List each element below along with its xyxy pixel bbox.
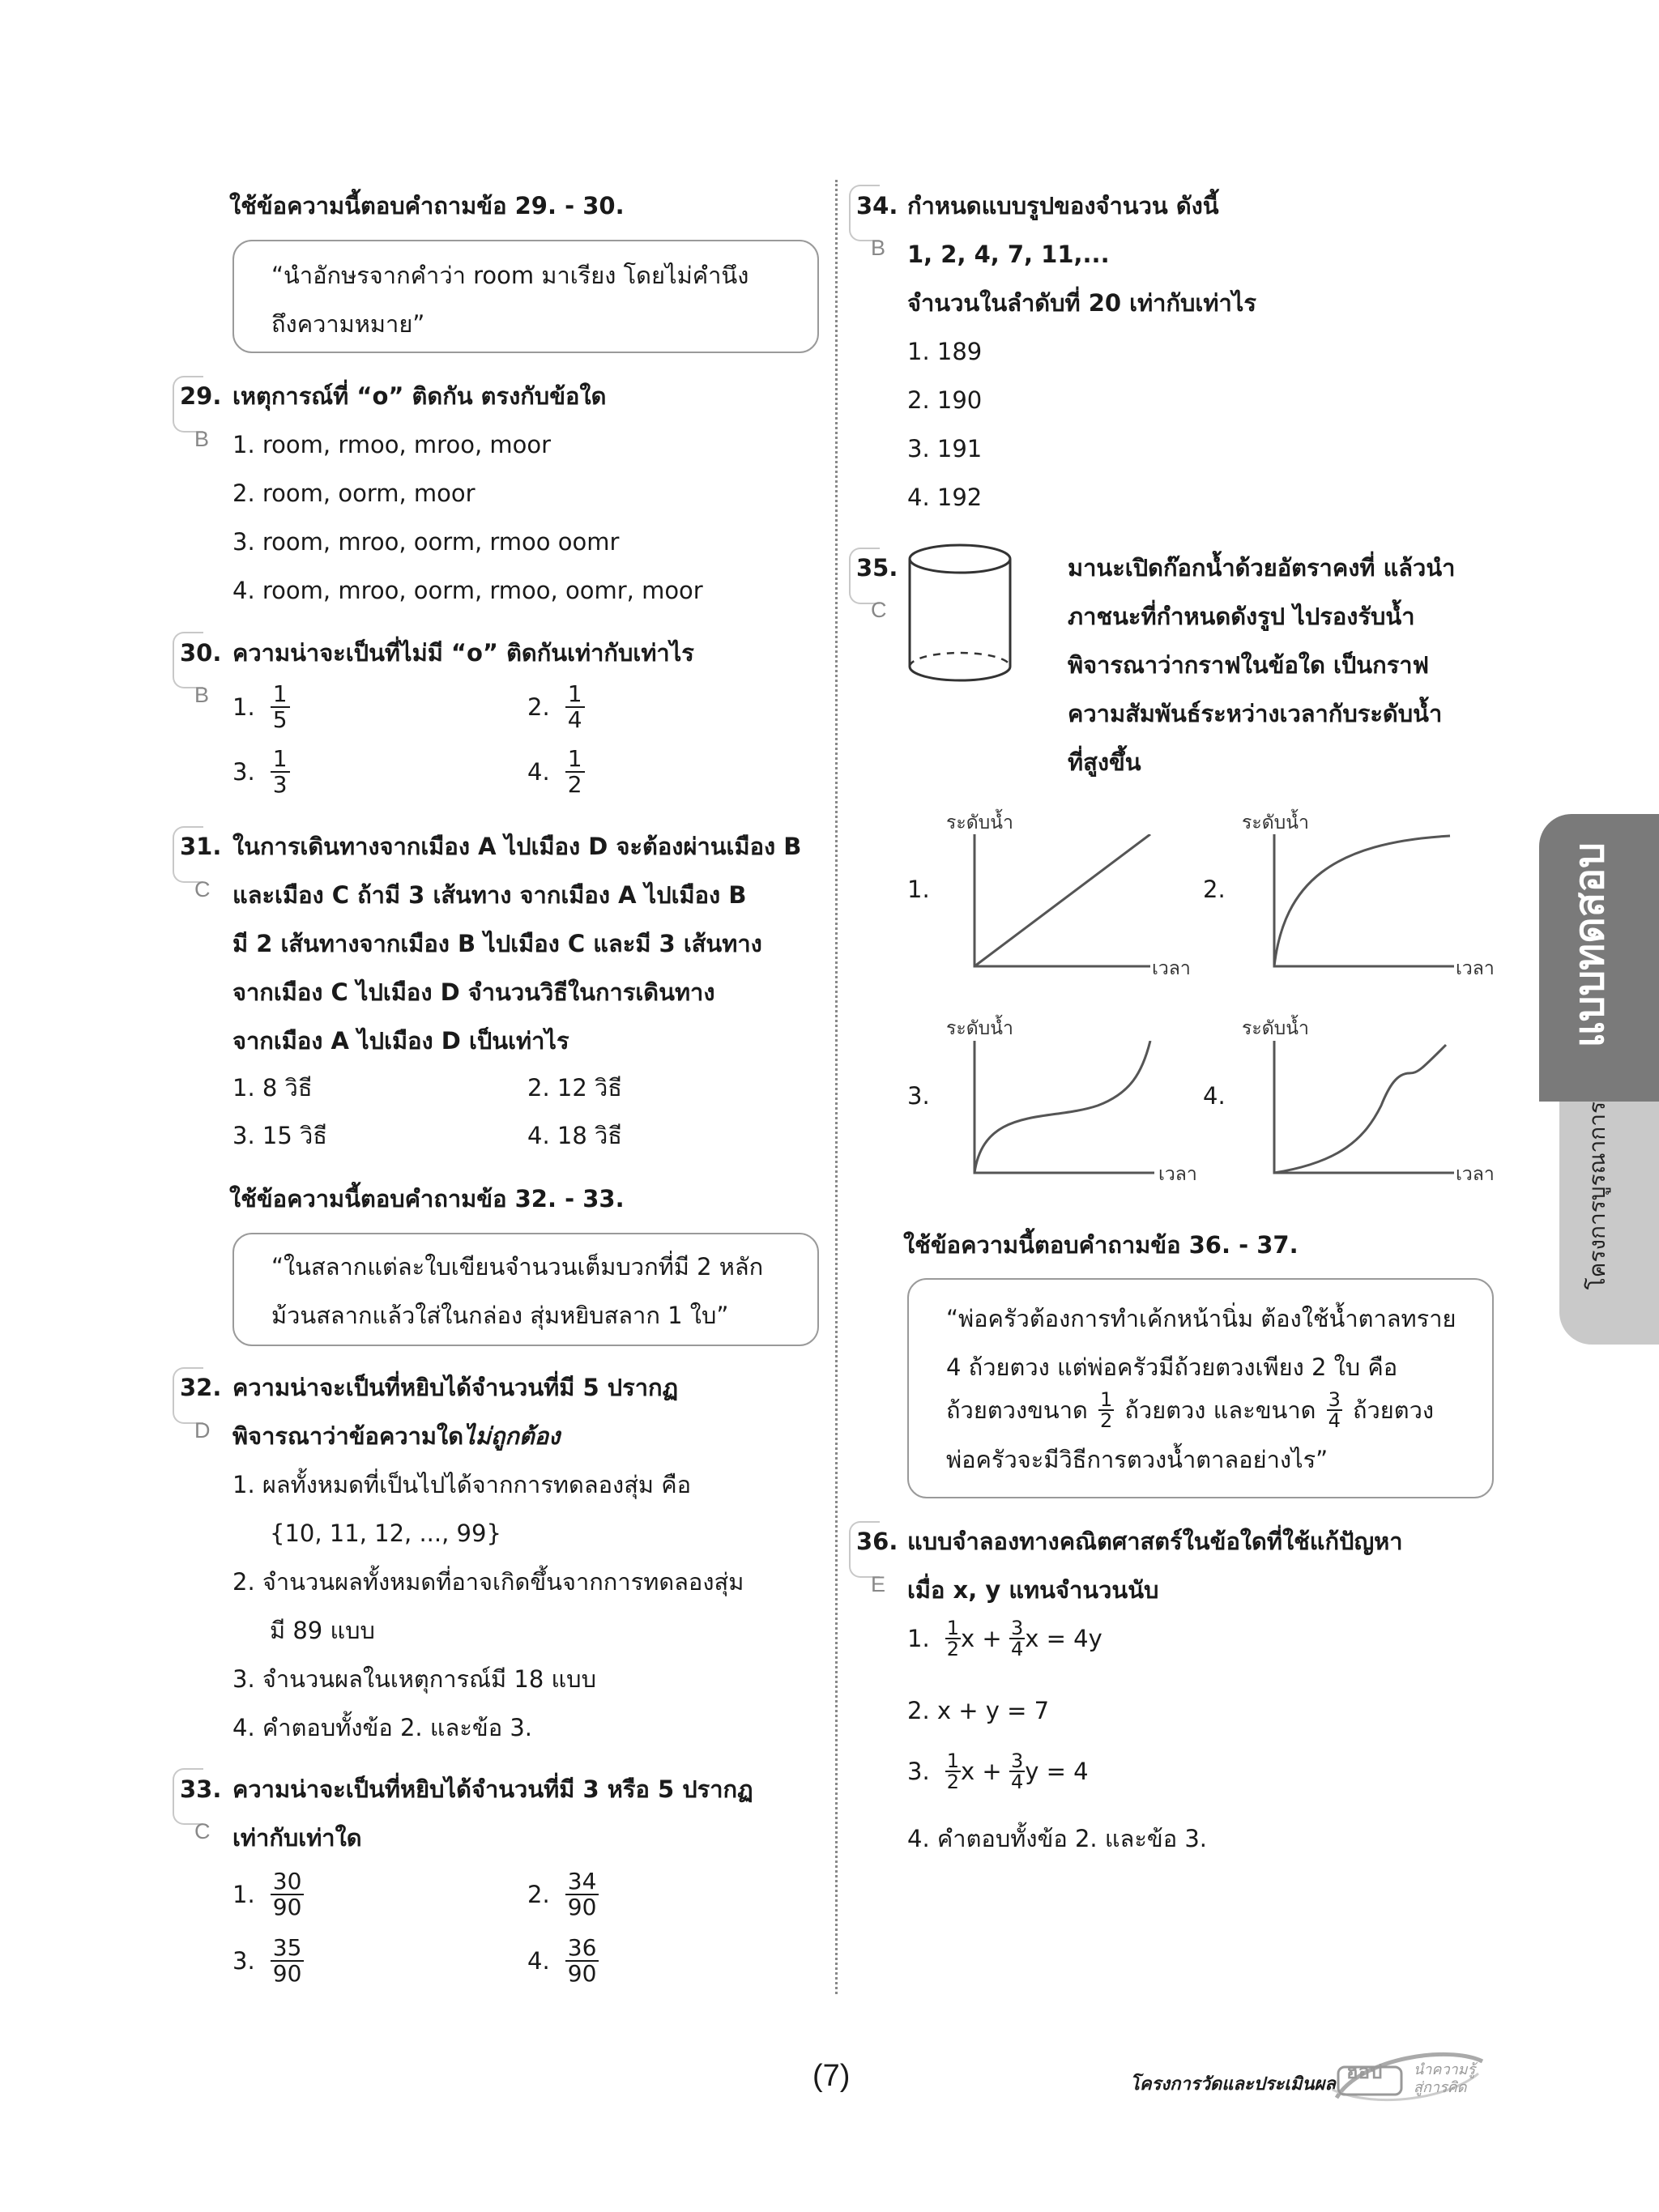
q33-option-4: 4. $\frac{36}{90}$ [527,1936,599,1986]
question-number-29: 29. [180,382,222,410]
question-34-line-1: กำหนดแบบรูปของจำนวน ดังนี้ [907,192,1219,219]
q29-option-3: 3. room, mroo, oorm, rmoo oomr [232,528,620,556]
q30-option-3: 3. $\frac{1}{3}$ [232,747,290,797]
answer-letter-35: C [871,598,887,622]
q31-option-1: 1. 8 วิธี [232,1074,313,1102]
question-31-line-1: ในการเดินทางจากเมือง A ไปเมือง D จะต้องผ่านเมือง B [232,833,802,860]
instruction-32-33: ใช้ข้อความนี้ตอบคำถามข้อ 32. - 33. [229,1185,625,1213]
question-35-line-5: ที่สูงขึ้น [1068,748,1141,776]
graph-2-xlabel: เวลา [1456,958,1495,979]
side-tab-main-text: แบบทดสอบ [1567,842,1612,1048]
footer-slogan-2: สู่การคิด [1414,2079,1467,2096]
question-31-line-4: จากเมือง C ไปเมือง D จำนวนวิธีในการเดินทาง [232,978,715,1006]
q31-option-4: 4. 18 วิธี [527,1122,622,1149]
question-number-32: 32. [180,1374,222,1401]
question-34-line-3: จำนวนในลำดับที่ 20 เท่ากับเท่าไร [907,289,1256,317]
question-30-text: ความน่าจะเป็นที่ไม่มี “o” ติดกันเท่ากับเท่าไร [232,639,694,667]
q34-option-2: 2. 190 [907,386,983,414]
question-number-35: 35. [856,554,898,582]
question-number-31: 31. [180,833,222,860]
q33-option-1: 1. $\frac{30}{90}$ [232,1869,304,1920]
graph-4-ylabel: ระดับน้ำ [1242,1018,1309,1039]
question-36-line-1: แบบจำลองทางคณิตศาสตร์ในข้อใดที่ใช้แก้ปัญหา [907,1528,1403,1555]
q32-option-4: 4. คำตอบทั้งข้อ 2. และข้อ 3. [232,1714,533,1741]
graph-3-ylabel: ระดับน้ำ [946,1018,1013,1039]
graph-2-ylabel: ระดับน้ำ [1242,812,1309,833]
answer-letter-31: C [194,877,211,901]
question-33-line-1: ความน่าจะเป็นที่หยิบได้จำนวนที่มี 3 หรือ 5 ปรากฏ [232,1775,753,1803]
q33-option-3: 3. $\frac{35}{90}$ [232,1936,304,1986]
q32-option-2: 2. จำนวนผลทั้งหมดที่อาจเกิดขึ้นจากการทดลองสุ่ม [232,1568,744,1596]
answer-letter-36: E [871,1572,886,1596]
question-number-36: 36. [856,1528,898,1555]
question-31-line-2: และเมือง C ถ้ามี 3 เส้นทาง จากเมือง A ไปเมือง B [232,881,747,909]
q31-option-3: 3. 15 วิธี [232,1122,327,1149]
instruction-29-30: ใช้ข้อความนี้ตอบคำถามข้อ 29. - 30. [229,192,625,219]
q29-option-2: 2. room, oorm, moor [232,479,476,507]
side-tab-sub-text: โครงการบูรณาการ [1584,1102,1610,1290]
q32-option-2-cont: มี 89 แบบ [270,1617,375,1644]
question-number-30: 30. [180,639,222,667]
graph-1-ylabel: ระดับน้ำ [946,812,1013,833]
quote-3-line-3: ถ้วยตวงขนาด $\frac{1}{2}$ ถ้วยตวง และขนาด $\frac{3}{4}$ ถ้วยตวง [946,1388,1435,1432]
answer-letter-33: C [194,1819,211,1843]
graph-4 [1268,1041,1458,1183]
q34-option-3: 3. 191 [907,435,983,462]
page-number: (7) [812,2059,851,2093]
question-34-line-2: 1, 2, 4, 7, 11,... [907,241,1110,268]
answer-letter-29: B [194,427,210,451]
footer-project-name: โครงการวัดและประเมินผล [1130,2074,1336,2095]
quote-box-2: “ในสลากแต่ละใบเขียนจำนวนเต็มบวกที่มี 2 หลัก ม้วนสลากแล้วใส่ในกล่อง สุ่มหยิบสลาก 1 ใบ” [232,1233,819,1346]
question-29-text: เหตุการณ์ที่ “o” ติดกัน ตรงกับข้อใด [232,382,607,410]
question-32-line-1: ความน่าจะเป็นที่หยิบได้จำนวนที่มี 5 ปรากฏ [232,1374,679,1401]
q36-option-3: 3. $\frac{1}{2}$ x + $\frac{3}{4}$ y = 4 [907,1750,1089,1793]
q33-option-2: 2. $\frac{34}{90}$ [527,1869,599,1920]
q30-option-4: 4. $\frac{1}{2}$ [527,747,585,797]
footer-logo-text: ฮอป [1346,2061,1383,2083]
q31-option-2: 2. 12 วิธี [527,1074,622,1102]
question-35-line-1: มานะเปิดก๊อกน้ำด้วยอัตราคงที่ แล้วนำ [1068,554,1456,582]
cylinder-figure [899,541,1021,687]
graph-1 [968,834,1154,976]
q34-option-1: 1. 189 [907,338,983,365]
question-32-line-2: พิจารณาว่าข้อความใดไม่ถูกต้อง [232,1422,561,1450]
answer-letter-30: B [194,683,210,707]
q32-option-3: 3. จำนวนผลในเหตุการณ์มี 18 แบบ [232,1665,596,1693]
graph-3 [968,1041,1158,1183]
q30-option-2: 2. $\frac{1}{4}$ [527,682,585,732]
graph-4-xlabel: เวลา [1456,1164,1495,1185]
quote-box-3: “พ่อครัวต้องการทำเค้กหน้านิ่ม ต้องใช้น้ำตาลทราย 4 ถ้วยตวง แต่พ่อครัวมีถ้วยตวงเพียง 2 ใบ คือ ถ้วยตวงขนาด $\frac{1}{2}$ ถ้วยตวง และขนาด $\frac{3}{4}$ ถ้วยตวง พ่อครัวจะมีวิธีการตวงน้ำตาลอย่างไร” [907,1278,1494,1498]
question-number-33: 33. [180,1775,222,1803]
graph-3-label: 3. [907,1082,930,1110]
question-36-line-2: เมื่อ x, y แทนจำนวนนับ [907,1576,1159,1604]
q34-option-4: 4. 192 [907,484,983,511]
q32-option-1: 1. ผลทั้งหมดที่เป็นไปได้จากการทดลองสุ่ม คือ [232,1471,692,1498]
graph-1-label: 1. [907,876,930,903]
q36-option-2: 2. x + y = 7 [907,1697,1050,1724]
question-33-line-2: เท่ากับเท่าใด [232,1824,362,1852]
question-number-34: 34. [856,192,898,219]
question-31-line-3: มี 2 เส้นทางจากเมือง B ไปเมือง C และมี 3 เส้นทาง [232,930,762,957]
instruction-36-37: ใช้ข้อความนี้ตอบคำถามข้อ 36. - 37. [903,1231,1299,1259]
question-35-line-4: ความสัมพันธ์ระหว่างเวลากับระดับน้ำ [1068,700,1443,727]
q29-option-1: 1. room, rmoo, mroo, moor [232,431,552,458]
answer-letter-32: D [194,1418,211,1443]
question-35-line-2: ภาชนะที่กำหนดดังรูป ไปรองรับน้ำ [1068,603,1415,630]
graph-3-xlabel: เวลา [1158,1164,1197,1185]
answer-letter-34: B [871,236,886,260]
quote-box-1: “นำอักษรจากคำว่า room มาเรียง โดยไม่คำนึง ถึงความหมาย” [232,240,819,353]
footer-slogan-1: นำความรู้ [1414,2061,1476,2078]
q30-option-1: 1. $\frac{1}{5}$ [232,682,290,732]
column-divider [835,180,838,1994]
q29-option-4: 4. room, mroo, oorm, rmoo, oomr, moor [232,577,703,604]
q36-option-1: 1. $\frac{1}{2}$ x + $\frac{3}{4}$ x = 4y [907,1617,1102,1660]
q32-option-1-cont: {10, 11, 12, ..., 99} [270,1519,501,1547]
graph-4-label: 4. [1203,1082,1226,1110]
q36-option-4: 4. คำตอบทั้งข้อ 2. และข้อ 3. [907,1825,1208,1852]
question-35-line-3: พิจารณาว่ากราฟในข้อใด เป็นกราฟ [1068,651,1430,679]
graph-2 [1268,834,1458,976]
question-31-line-5: จากเมือง A ไปเมือง D เป็นเท่าไร [232,1027,569,1055]
graph-1-xlabel: เวลา [1152,958,1191,979]
graph-2-label: 2. [1203,876,1226,903]
